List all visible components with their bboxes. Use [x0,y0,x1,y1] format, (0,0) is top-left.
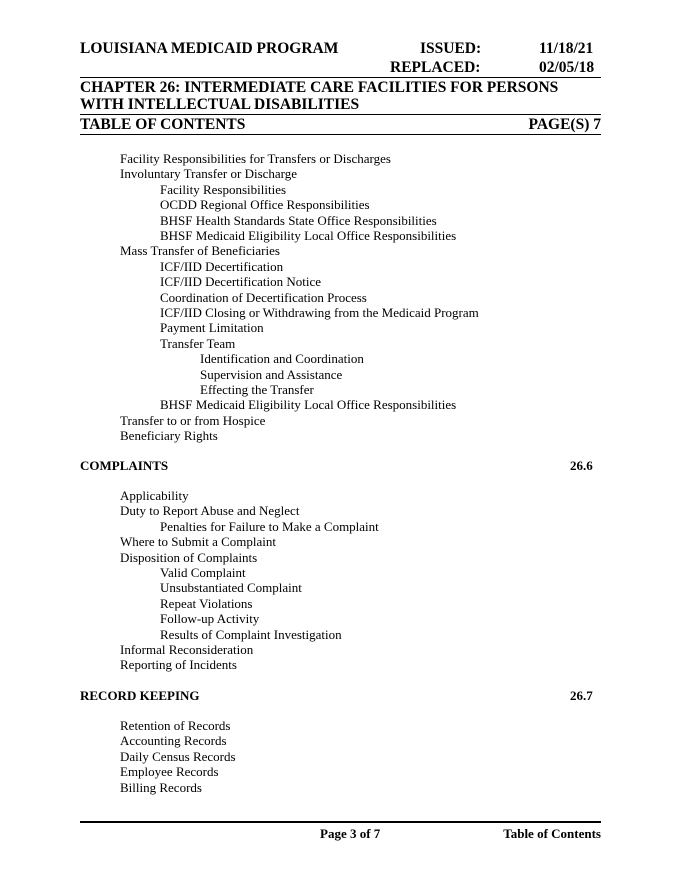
toc-entry: Transfer Team [160,335,236,351]
toc-entry: Repeat Violations [160,595,253,611]
issued-label: ISSUED: [420,40,482,57]
toc-entry: BHSF Medicaid Eligibility Local Office Responsibilities [160,228,457,243]
toc-entry: Billing Records [120,779,202,795]
toc-entry: Identification and Coordination [200,351,364,367]
issued-date: 11/18/21 [539,40,594,57]
toc-entry: Follow-up Activity [160,611,260,627]
section-title-complaints: COMPLAINTS [80,458,169,473]
replaced-label: REPLACED: [390,59,481,76]
toc-entry: Results of Complaint Investigation [160,626,342,642]
toc-entry: Unsubstantiated Complaint [160,580,302,596]
header-rule-bottom [80,134,601,135]
toc-entry: ICF/IID Decertification [160,258,284,274]
section-number-record-keeping: 26.7 [570,688,593,703]
toc-entry: ICF/IID Decertification Notice [160,274,321,290]
page-count: PAGE(S) 7 [528,116,601,133]
toc-entry: Employee Records [120,764,219,780]
toc-entry: Payment Limitation [160,320,264,336]
toc-entry: Daily Census Records [120,748,236,764]
section-number-complaints: 26.6 [570,458,593,473]
toc-entry: Effecting the Transfer [200,382,314,397]
toc-entry: Mass Transfer of Beneficiaries [120,243,280,259]
chapter-title-line1: CHAPTER 26: INTERMEDIATE CARE FACILITIES FOR PERSONS [80,79,559,96]
footer-section-name: Table of Contents [503,826,601,841]
toc-entry: Coordination of Decertification Process [160,289,367,305]
toc-entry: Supervision and Assistance [200,366,343,382]
toc-entry: Facility Responsibilities for Transfers or Discharges [120,151,391,166]
chapter-title-line2: WITH INTELLECTUAL DISABILITIES [80,96,360,113]
header-rule-middle [80,114,601,115]
section-title-record-keeping: RECORD KEEPING [80,688,200,703]
toc-entry: OCDD Regional Office Responsibilities [160,197,370,213]
toc-entry: Penalties for Failure to Make a Complaint [160,518,379,534]
toc-entry: Involuntary Transfer or Discharge [120,166,298,182]
footer-rule [80,821,601,823]
header-rule-top [80,77,601,78]
footer-page-number: Page 3 of 7 [320,826,381,841]
replaced-date: 02/05/18 [539,59,595,76]
toc-title: TABLE OF CONTENTS [80,116,246,133]
toc-entry: Informal Reconsideration [120,642,254,657]
toc-entry: Beneficiary Rights [120,428,218,444]
toc-entry: Where to Submit a Complaint [120,534,276,550]
toc-entry: Facility Responsibilities [160,181,287,197]
toc-entry: Applicability [120,488,189,503]
toc-entry: BHSF Health Standards State Office Responsibilities [160,212,437,228]
toc-entry: BHSF Medicaid Eligibility Local Office Responsibilities [160,397,457,413]
toc-entry: Transfer to or from Hospice [120,412,266,428]
program-name: LOUISIANA MEDICAID PROGRAM [80,40,339,57]
toc-entry: Disposition of Complaints [120,549,258,565]
toc-entry: Accounting Records [120,733,227,749]
toc-entry: ICF/IID Closing or Withdrawing from the Medicaid Program [160,305,479,320]
toc-entry: Valid Complaint [160,565,246,580]
toc-entry: Duty to Report Abuse and Neglect [120,503,300,519]
toc-entry: Reporting of Incidents [120,657,237,673]
toc-entry: Retention of Records [120,718,231,733]
